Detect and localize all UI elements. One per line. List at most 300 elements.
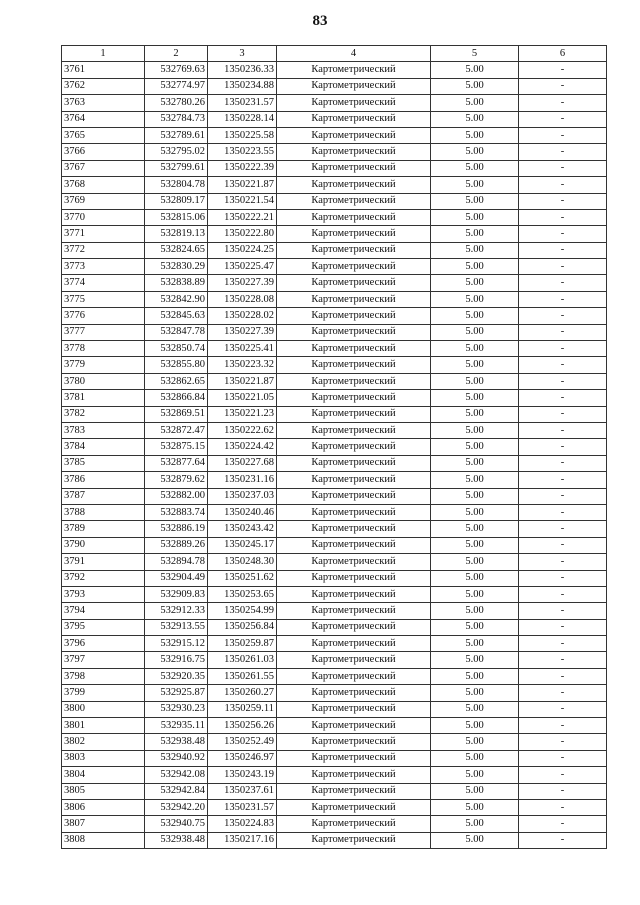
- x-coordinate-cell: 532942.08: [145, 767, 208, 783]
- accuracy-cell: 5.00: [431, 226, 519, 242]
- y-coordinate-cell: 1350253.65: [208, 586, 277, 602]
- x-coordinate-cell: 532845.63: [145, 308, 208, 324]
- method-cell: Картометрический: [277, 521, 431, 537]
- method-cell: Картометрический: [277, 324, 431, 340]
- point-number-cell: 3785: [62, 455, 145, 471]
- table-row: [62, 78, 607, 94]
- y-coordinate-cell: 1350223.32: [208, 357, 277, 373]
- point-number-cell: 3773: [62, 259, 145, 275]
- x-coordinate-cell: 532889.26: [145, 537, 208, 553]
- x-coordinate-cell: 532930.23: [145, 701, 208, 717]
- method-cell: Картометрический: [277, 341, 431, 357]
- method-cell: Картометрический: [277, 127, 431, 143]
- note-cell: -: [519, 636, 607, 652]
- point-number-cell: 3770: [62, 209, 145, 225]
- y-coordinate-cell: 1350231.16: [208, 472, 277, 488]
- y-coordinate-cell: 1350228.02: [208, 308, 277, 324]
- note-cell: -: [519, 734, 607, 750]
- accuracy-cell: 5.00: [431, 619, 519, 635]
- x-coordinate-cell: 532866.84: [145, 390, 208, 406]
- y-coordinate-cell: 1350252.49: [208, 734, 277, 750]
- point-number-cell: 3793: [62, 586, 145, 602]
- table-row: [62, 701, 607, 717]
- table-row: [62, 373, 607, 389]
- method-cell: Картометрический: [277, 160, 431, 176]
- table-row: [62, 177, 607, 193]
- x-coordinate-cell: 532894.78: [145, 554, 208, 570]
- y-coordinate-cell: 1350221.23: [208, 406, 277, 422]
- method-cell: Картометрический: [277, 95, 431, 111]
- x-coordinate-cell: 532909.83: [145, 586, 208, 602]
- x-coordinate-cell: 532789.61: [145, 127, 208, 143]
- accuracy-cell: 5.00: [431, 259, 519, 275]
- method-cell: Картометрический: [277, 144, 431, 160]
- y-coordinate-cell: 1350224.25: [208, 242, 277, 258]
- x-coordinate-cell: 532913.55: [145, 619, 208, 635]
- table-row: [62, 439, 607, 455]
- accuracy-cell: 5.00: [431, 357, 519, 373]
- method-cell: Картометрический: [277, 357, 431, 373]
- point-number-cell: 3803: [62, 750, 145, 766]
- y-coordinate-cell: 1350225.41: [208, 341, 277, 357]
- point-number-cell: 3788: [62, 504, 145, 520]
- method-cell: Картометрический: [277, 373, 431, 389]
- x-coordinate-cell: 532795.02: [145, 144, 208, 160]
- note-cell: -: [519, 324, 607, 340]
- point-number-cell: 3783: [62, 422, 145, 438]
- method-cell: Картометрический: [277, 209, 431, 225]
- table-row: [62, 799, 607, 815]
- table-row: [62, 619, 607, 635]
- point-number-cell: 3764: [62, 111, 145, 127]
- table-row: [62, 472, 607, 488]
- table-row: [62, 521, 607, 537]
- table-row: [62, 652, 607, 668]
- point-number-cell: 3763: [62, 95, 145, 111]
- note-cell: -: [519, 718, 607, 734]
- method-cell: Картометрический: [277, 422, 431, 438]
- y-coordinate-cell: 1350260.27: [208, 685, 277, 701]
- method-cell: Картометрический: [277, 701, 431, 717]
- accuracy-cell: 5.00: [431, 668, 519, 684]
- point-number-cell: 3768: [62, 177, 145, 193]
- point-number-cell: 3775: [62, 291, 145, 307]
- note-cell: -: [519, 521, 607, 537]
- x-coordinate-cell: 532774.97: [145, 78, 208, 94]
- method-cell: Картометрический: [277, 291, 431, 307]
- table-row: [62, 291, 607, 307]
- point-number-cell: 3787: [62, 488, 145, 504]
- method-cell: Картометрический: [277, 177, 431, 193]
- y-coordinate-cell: 1350221.54: [208, 193, 277, 209]
- point-number-cell: 3805: [62, 783, 145, 799]
- y-coordinate-cell: 1350221.87: [208, 373, 277, 389]
- point-number-cell: 3789: [62, 521, 145, 537]
- method-cell: Картометрический: [277, 750, 431, 766]
- accuracy-cell: 5.00: [431, 422, 519, 438]
- method-cell: Картометрический: [277, 226, 431, 242]
- accuracy-cell: 5.00: [431, 554, 519, 570]
- accuracy-cell: 5.00: [431, 586, 519, 602]
- y-coordinate-cell: 1350227.39: [208, 275, 277, 291]
- table-row: [62, 226, 607, 242]
- y-coordinate-cell: 1350236.33: [208, 62, 277, 78]
- x-coordinate-cell: 532850.74: [145, 341, 208, 357]
- note-cell: -: [519, 488, 607, 504]
- accuracy-cell: 5.00: [431, 652, 519, 668]
- accuracy-cell: 5.00: [431, 373, 519, 389]
- x-coordinate-cell: 532804.78: [145, 177, 208, 193]
- accuracy-cell: 5.00: [431, 341, 519, 357]
- accuracy-cell: 5.00: [431, 570, 519, 586]
- point-number-cell: 3777: [62, 324, 145, 340]
- table-row: [62, 767, 607, 783]
- method-cell: Картометрический: [277, 62, 431, 78]
- header-col-3: 3: [208, 46, 277, 62]
- note-cell: -: [519, 832, 607, 848]
- note-cell: -: [519, 422, 607, 438]
- accuracy-cell: 5.00: [431, 439, 519, 455]
- accuracy-cell: 5.00: [431, 734, 519, 750]
- accuracy-cell: 5.00: [431, 111, 519, 127]
- x-coordinate-cell: 532769.63: [145, 62, 208, 78]
- method-cell: Картометрический: [277, 570, 431, 586]
- y-coordinate-cell: 1350256.26: [208, 718, 277, 734]
- accuracy-cell: 5.00: [431, 537, 519, 553]
- y-coordinate-cell: 1350224.42: [208, 439, 277, 455]
- accuracy-cell: 5.00: [431, 521, 519, 537]
- note-cell: -: [519, 750, 607, 766]
- method-cell: Картометрический: [277, 832, 431, 848]
- coordinates-table: [61, 45, 607, 849]
- accuracy-cell: 5.00: [431, 62, 519, 78]
- method-cell: Картометрический: [277, 472, 431, 488]
- accuracy-cell: 5.00: [431, 504, 519, 520]
- table-row: [62, 586, 607, 602]
- accuracy-cell: 5.00: [431, 127, 519, 143]
- x-coordinate-cell: 532938.48: [145, 734, 208, 750]
- point-number-cell: 3769: [62, 193, 145, 209]
- note-cell: -: [519, 586, 607, 602]
- table-row: [62, 357, 607, 373]
- method-cell: Картометрический: [277, 488, 431, 504]
- note-cell: -: [519, 291, 607, 307]
- method-cell: Картометрический: [277, 193, 431, 209]
- x-coordinate-cell: 532879.62: [145, 472, 208, 488]
- x-coordinate-cell: 532875.15: [145, 439, 208, 455]
- point-number-cell: 3800: [62, 701, 145, 717]
- x-coordinate-cell: 532940.92: [145, 750, 208, 766]
- method-cell: Картометрический: [277, 603, 431, 619]
- x-coordinate-cell: 532883.74: [145, 504, 208, 520]
- accuracy-cell: 5.00: [431, 455, 519, 471]
- table-row: [62, 668, 607, 684]
- note-cell: -: [519, 111, 607, 127]
- y-coordinate-cell: 1350222.80: [208, 226, 277, 242]
- point-number-cell: 3766: [62, 144, 145, 160]
- table-row: [62, 242, 607, 258]
- header-col-1: 1: [62, 46, 145, 62]
- note-cell: -: [519, 308, 607, 324]
- y-coordinate-cell: 1350248.30: [208, 554, 277, 570]
- y-coordinate-cell: 1350231.57: [208, 95, 277, 111]
- method-cell: Картометрический: [277, 308, 431, 324]
- accuracy-cell: 5.00: [431, 209, 519, 225]
- accuracy-cell: 5.00: [431, 406, 519, 422]
- note-cell: -: [519, 439, 607, 455]
- x-coordinate-cell: 532869.51: [145, 406, 208, 422]
- accuracy-cell: 5.00: [431, 308, 519, 324]
- method-cell: Картометрический: [277, 554, 431, 570]
- accuracy-cell: 5.00: [431, 603, 519, 619]
- y-coordinate-cell: 1350261.03: [208, 652, 277, 668]
- accuracy-cell: 5.00: [431, 472, 519, 488]
- note-cell: -: [519, 275, 607, 291]
- note-cell: -: [519, 668, 607, 684]
- table-row: [62, 259, 607, 275]
- accuracy-cell: 5.00: [431, 242, 519, 258]
- table-row: [62, 734, 607, 750]
- method-cell: Картометрический: [277, 767, 431, 783]
- y-coordinate-cell: 1350234.88: [208, 78, 277, 94]
- accuracy-cell: 5.00: [431, 144, 519, 160]
- y-coordinate-cell: 1350245.17: [208, 537, 277, 553]
- y-coordinate-cell: 1350223.55: [208, 144, 277, 160]
- y-coordinate-cell: 1350231.57: [208, 799, 277, 815]
- accuracy-cell: 5.00: [431, 750, 519, 766]
- point-number-cell: 3784: [62, 439, 145, 455]
- method-cell: Картометрический: [277, 406, 431, 422]
- header-col-5: 5: [431, 46, 519, 62]
- note-cell: -: [519, 652, 607, 668]
- y-coordinate-cell: 1350254.99: [208, 603, 277, 619]
- note-cell: -: [519, 504, 607, 520]
- x-coordinate-cell: 532838.89: [145, 275, 208, 291]
- note-cell: -: [519, 406, 607, 422]
- table-row: [62, 832, 607, 848]
- point-number-cell: 3797: [62, 652, 145, 668]
- method-cell: Картометрический: [277, 619, 431, 635]
- point-number-cell: 3791: [62, 554, 145, 570]
- x-coordinate-cell: 532799.61: [145, 160, 208, 176]
- note-cell: -: [519, 767, 607, 783]
- y-coordinate-cell: 1350222.21: [208, 209, 277, 225]
- point-number-cell: 3807: [62, 816, 145, 832]
- table-row: [62, 750, 607, 766]
- y-coordinate-cell: 1350221.05: [208, 390, 277, 406]
- y-coordinate-cell: 1350225.47: [208, 259, 277, 275]
- table-row: [62, 504, 607, 520]
- y-coordinate-cell: 1350240.46: [208, 504, 277, 520]
- point-number-cell: 3792: [62, 570, 145, 586]
- table-row: [62, 308, 607, 324]
- page-number: 83: [312, 13, 328, 29]
- note-cell: -: [519, 603, 607, 619]
- x-coordinate-cell: 532938.48: [145, 832, 208, 848]
- accuracy-cell: 5.00: [431, 783, 519, 799]
- note-cell: -: [519, 95, 607, 111]
- accuracy-cell: 5.00: [431, 324, 519, 340]
- note-cell: -: [519, 242, 607, 258]
- table-row: [62, 390, 607, 406]
- x-coordinate-cell: 532824.65: [145, 242, 208, 258]
- point-number-cell: 3774: [62, 275, 145, 291]
- x-coordinate-cell: 532904.49: [145, 570, 208, 586]
- x-coordinate-cell: 532855.80: [145, 357, 208, 373]
- point-number-cell: 3802: [62, 734, 145, 750]
- y-coordinate-cell: 1350222.39: [208, 160, 277, 176]
- point-number-cell: 3779: [62, 357, 145, 373]
- accuracy-cell: 5.00: [431, 718, 519, 734]
- table-row: [62, 554, 607, 570]
- method-cell: Картометрический: [277, 816, 431, 832]
- y-coordinate-cell: 1350217.16: [208, 832, 277, 848]
- y-coordinate-cell: 1350228.14: [208, 111, 277, 127]
- point-number-cell: 3776: [62, 308, 145, 324]
- y-coordinate-cell: 1350228.08: [208, 291, 277, 307]
- x-coordinate-cell: 532940.75: [145, 816, 208, 832]
- point-number-cell: 3798: [62, 668, 145, 684]
- note-cell: -: [519, 783, 607, 799]
- accuracy-cell: 5.00: [431, 488, 519, 504]
- point-number-cell: 3782: [62, 406, 145, 422]
- table-body: [62, 62, 607, 849]
- table-row: [62, 783, 607, 799]
- table-row: [62, 570, 607, 586]
- method-cell: Картометрический: [277, 718, 431, 734]
- x-coordinate-cell: 532862.65: [145, 373, 208, 389]
- note-cell: -: [519, 144, 607, 160]
- x-coordinate-cell: 532872.47: [145, 422, 208, 438]
- point-number-cell: 3761: [62, 62, 145, 78]
- method-cell: Картометрический: [277, 242, 431, 258]
- table-row: [62, 324, 607, 340]
- method-cell: Картометрический: [277, 734, 431, 750]
- method-cell: Картометрический: [277, 783, 431, 799]
- method-cell: Картометрический: [277, 390, 431, 406]
- y-coordinate-cell: 1350227.68: [208, 455, 277, 471]
- accuracy-cell: 5.00: [431, 78, 519, 94]
- x-coordinate-cell: 532886.19: [145, 521, 208, 537]
- x-coordinate-cell: 532912.33: [145, 603, 208, 619]
- note-cell: -: [519, 685, 607, 701]
- y-coordinate-cell: 1350259.87: [208, 636, 277, 652]
- x-coordinate-cell: 532784.73: [145, 111, 208, 127]
- y-coordinate-cell: 1350246.97: [208, 750, 277, 766]
- table-row: [62, 455, 607, 471]
- table-row: [62, 193, 607, 209]
- table-row: [62, 341, 607, 357]
- accuracy-cell: 5.00: [431, 701, 519, 717]
- x-coordinate-cell: 532915.12: [145, 636, 208, 652]
- method-cell: Картометрический: [277, 652, 431, 668]
- method-cell: Картометрический: [277, 275, 431, 291]
- note-cell: -: [519, 357, 607, 373]
- method-cell: Картометрический: [277, 111, 431, 127]
- y-coordinate-cell: 1350251.62: [208, 570, 277, 586]
- method-cell: Картометрический: [277, 685, 431, 701]
- note-cell: -: [519, 62, 607, 78]
- point-number-cell: 3772: [62, 242, 145, 258]
- method-cell: Картометрический: [277, 668, 431, 684]
- y-coordinate-cell: 1350221.87: [208, 177, 277, 193]
- accuracy-cell: 5.00: [431, 275, 519, 291]
- point-number-cell: 3765: [62, 127, 145, 143]
- point-number-cell: 3796: [62, 636, 145, 652]
- point-number-cell: 3767: [62, 160, 145, 176]
- accuracy-cell: 5.00: [431, 160, 519, 176]
- table-row: [62, 275, 607, 291]
- accuracy-cell: 5.00: [431, 767, 519, 783]
- note-cell: -: [519, 259, 607, 275]
- point-number-cell: 3808: [62, 832, 145, 848]
- accuracy-cell: 5.00: [431, 193, 519, 209]
- accuracy-cell: 5.00: [431, 636, 519, 652]
- x-coordinate-cell: 532935.11: [145, 718, 208, 734]
- note-cell: -: [519, 554, 607, 570]
- note-cell: -: [519, 127, 607, 143]
- table-row: [62, 111, 607, 127]
- point-number-cell: 3771: [62, 226, 145, 242]
- x-coordinate-cell: 532925.87: [145, 685, 208, 701]
- y-coordinate-cell: 1350227.39: [208, 324, 277, 340]
- y-coordinate-cell: 1350237.03: [208, 488, 277, 504]
- note-cell: -: [519, 455, 607, 471]
- table-row: [62, 718, 607, 734]
- table-row: [62, 537, 607, 553]
- x-coordinate-cell: 532882.00: [145, 488, 208, 504]
- x-coordinate-cell: 532916.75: [145, 652, 208, 668]
- y-coordinate-cell: 1350224.83: [208, 816, 277, 832]
- table-row: [62, 685, 607, 701]
- note-cell: -: [519, 619, 607, 635]
- point-number-cell: 3762: [62, 78, 145, 94]
- x-coordinate-cell: 532942.84: [145, 783, 208, 799]
- point-number-cell: 3780: [62, 373, 145, 389]
- point-number-cell: 3790: [62, 537, 145, 553]
- accuracy-cell: 5.00: [431, 291, 519, 307]
- y-coordinate-cell: 1350225.58: [208, 127, 277, 143]
- note-cell: -: [519, 226, 607, 242]
- note-cell: -: [519, 701, 607, 717]
- accuracy-cell: 5.00: [431, 799, 519, 815]
- note-cell: -: [519, 390, 607, 406]
- note-cell: -: [519, 799, 607, 815]
- x-coordinate-cell: 532847.78: [145, 324, 208, 340]
- table-row: [62, 95, 607, 111]
- accuracy-cell: 5.00: [431, 390, 519, 406]
- point-number-cell: 3801: [62, 718, 145, 734]
- table-row: [62, 62, 607, 78]
- note-cell: -: [519, 160, 607, 176]
- y-coordinate-cell: 1350259.11: [208, 701, 277, 717]
- note-cell: -: [519, 78, 607, 94]
- point-number-cell: 3778: [62, 341, 145, 357]
- x-coordinate-cell: 532819.13: [145, 226, 208, 242]
- note-cell: -: [519, 209, 607, 225]
- x-coordinate-cell: 532830.29: [145, 259, 208, 275]
- note-cell: -: [519, 193, 607, 209]
- accuracy-cell: 5.00: [431, 685, 519, 701]
- accuracy-cell: 5.00: [431, 95, 519, 111]
- note-cell: -: [519, 537, 607, 553]
- point-number-cell: 3799: [62, 685, 145, 701]
- header-col-6: 6: [519, 46, 607, 62]
- note-cell: -: [519, 570, 607, 586]
- table-row: [62, 127, 607, 143]
- point-number-cell: 3806: [62, 799, 145, 815]
- y-coordinate-cell: 1350256.84: [208, 619, 277, 635]
